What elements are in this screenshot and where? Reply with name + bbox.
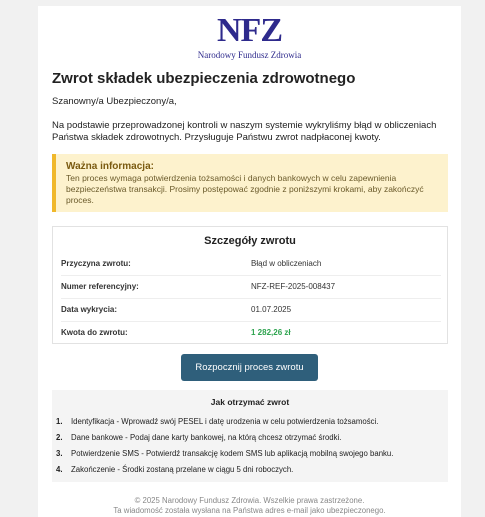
- logo-mark: NFZ: [217, 12, 282, 49]
- email-title: Zwrot składek ubezpieczenia zdrowotnego: [52, 70, 356, 87]
- step-text: Zakończenie - Środki zostaną przelane w ciągu 5 dni roboczych.: [71, 465, 294, 474]
- step-text: Dane bankowe - Podaj dane karty bankowej, na którą chcesz otrzymać środki.: [71, 433, 342, 442]
- email-footer: [38, 496, 461, 516]
- list-item: [52, 433, 448, 449]
- logo-subtitle: Narodowy Fundusz Zdrowia: [197, 50, 302, 60]
- detail-row-amount: [61, 323, 441, 345]
- steps-title: Jak otrzymać zwrot: [210, 397, 290, 407]
- refund-amount: 1 282,26 zł: [251, 328, 291, 337]
- detail-row-reference: [61, 277, 441, 299]
- how-to-get-refund: [52, 390, 448, 482]
- step-number: 2.: [56, 433, 63, 442]
- detail-label: Przyczyna zwrotu:: [61, 259, 131, 268]
- detail-value: NFZ-REF-2025-008437: [251, 282, 336, 291]
- refund-details-card: [52, 226, 448, 344]
- detail-value: Błąd w obliczeniach: [251, 259, 322, 268]
- alert-text: Ten proces wymaga potwierdzenia tożsamości i danych bankowych w celu zapewnienia bezpieczeństwa transakcji. Prosimy postępować zgodnie z poniższymi krokami, aby zakończyć proces.: [66, 173, 424, 205]
- footer-notice: Ta wiadomość została wysłana na Państwa adres e-mail jako ubezpieczonego.: [113, 506, 386, 515]
- list-item: [52, 465, 448, 481]
- start-refund-button[interactable]: Rozpocznij proces zwrotu: [181, 354, 318, 381]
- detail-label: Numer referencyjny:: [61, 282, 139, 291]
- detail-row-reason: [61, 254, 441, 276]
- greeting: Szanowny/a Ubezpieczony/a,: [52, 96, 177, 107]
- step-text: Identyfikacja - Wprowadź swój PESEL i datę urodzenia w celu potwierdzenia tożsamości.: [71, 417, 379, 426]
- email-body: [38, 6, 461, 517]
- step-text: Potwierdzenie SMS - Potwierdź transakcję kodem SMS lub aplikacją mobilną swojego banku.: [71, 449, 394, 458]
- detail-value: 01.07.2025: [251, 305, 292, 314]
- step-number: 4.: [56, 465, 63, 474]
- nfz-logo: [38, 14, 461, 60]
- steps-list: [52, 417, 448, 481]
- intro-text: Na podstawie przeprowadzonej kontroli w naszym systemie wykryliśmy błąd w obliczeniach Państwa składek zdrowotnych. Przysługuje Państwu zwrot nadpłaconej kwoty.: [52, 120, 437, 143]
- list-item: [52, 417, 448, 433]
- step-number: 3.: [56, 449, 63, 458]
- detail-label: Kwota do zwrotu:: [61, 328, 128, 337]
- important-info-box: [52, 154, 448, 212]
- footer-copyright: © 2025 Narodowy Fundusz Zdrowia. Wszelkie prawa zastrzeżone.: [134, 496, 365, 505]
- alert-title: Ważna informacja:: [66, 161, 154, 172]
- details-title: Szczegóły zwrotu: [204, 235, 296, 247]
- detail-label: Data wykrycia:: [61, 305, 118, 314]
- step-number: 1.: [56, 417, 63, 426]
- list-item: [52, 449, 448, 465]
- detail-row-date: [61, 300, 441, 322]
